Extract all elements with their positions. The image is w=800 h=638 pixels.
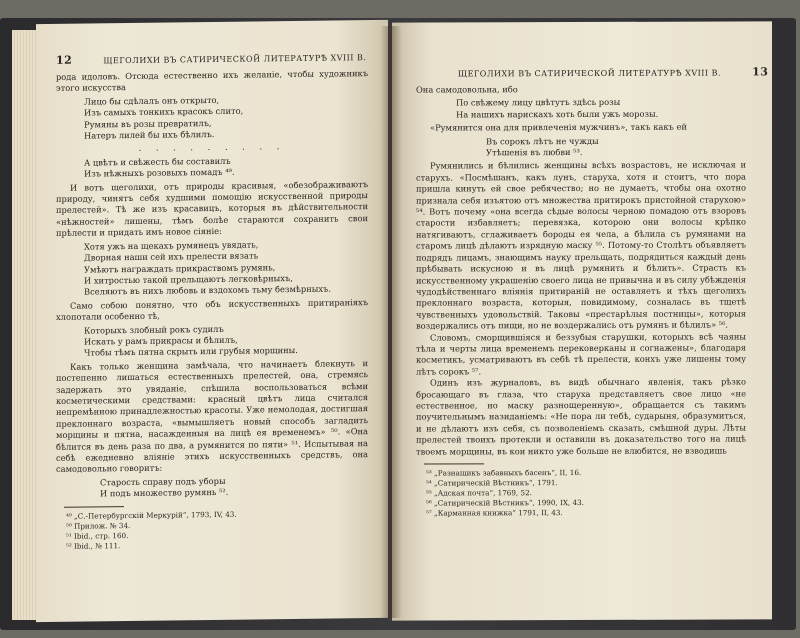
footnote: ⁵² Ibid., № 111.: [66, 540, 121, 551]
verse-line: И хитростью такой прельщаютъ легковѣрныхъ,: [84, 272, 293, 286]
left-body: [56, 68, 368, 551]
paragraph: И вотъ щеголихи, отъ природы красивыя, «обезображиваютъ природу, чинятъ себя худшими помощію искусственной природы прелестей». Тѣ же изъ красавицъ, которыя въ дѣйствительности «нѣжностей» лишены, тѣмъ болѣе стараются сохранить свои прѣлести и придать имъ новое сіяніе:: [56, 178, 368, 239]
verse-line: А цвѣтъ и свѣжесть бы составилъ: [84, 155, 231, 168]
book-spine-gutter: [380, 26, 402, 618]
right-page: [392, 21, 772, 620]
paragraph: Само собою понятно, что объ искусственныхъ притираніяхъ хлопотали особенно тѣ,: [56, 296, 368, 323]
footnote: ⁵³ „Разнащикъ забавныхъ басенъ“, II, 16.: [426, 468, 582, 478]
verse-line: Лицо бы сдѣлалъ онъ открыто,: [84, 94, 220, 107]
verse-line: Старость справу подъ уборы: [100, 475, 226, 488]
verse-line: Утѣшенія въ любви ⁵³.: [486, 147, 583, 158]
verse-line: Искать у рамъ прикрасы и бѣлилъ,: [84, 334, 238, 347]
verse-line: И подъ множество румянь ⁵².: [100, 487, 229, 499]
footnote: ⁵⁶ „Сатирическій Вѣстникъ“, 1990, IX, 43.: [426, 497, 584, 508]
verse-line: По свѣжему лицу цвѣтутъ здѣсь розы: [456, 97, 621, 108]
verse-line: На нашихъ нарискахъ хоть были ужъ морозы.: [456, 108, 659, 120]
footnote: ⁵⁴ „Сатирическій Вѣстникъ“, 1791.: [426, 478, 558, 488]
verse-line: Которыхъ злобный рокъ судилъ: [84, 323, 224, 336]
left-header: [56, 50, 366, 67]
verse-line: Чтобы тѣмъ пятна скрыть или грубыя морщины.: [84, 345, 298, 358]
paragraph: рода идоловъ. Отсюда естественно ихъ желаніе, чтобы художникъ этого искусства: [56, 68, 368, 94]
verse-line: Вселяютъ въ нихъ любовь и вздохомъ тьму безмѣрныхъ.: [84, 283, 331, 297]
footnote-rule: [424, 463, 484, 464]
footnote: ⁴⁹ „С.-Петербургскій Меркурій“, 1793, IV, 43.: [66, 509, 237, 521]
right-header: [458, 65, 768, 79]
paragraph: Румянились и бѣлились женщины всѣхъ возрастовъ, не исключая и старухъ. «Посмѣшанъ, какъ лунъ, старуха, хотя и стоитъ, что пора пришла кинуть ей свое ребячество; но не думаетъ, чтобы она охотно признала себя изъятою отъ множества притирокъ пристойной старухою» ⁵⁴. Вотъ почему «она всегда сѣдые волосы черною помадою отъ взоровъ старости избавляетъ; перевязка, которою они волосы крѣпко натягиваютъ, сглаживаетъ бороды ея чела, а бѣлила съ румянами на старомъ лицѣ дѣлаютъ изрядную маску ⁵⁵. Потому-то Столѣтъ объявляетъ подрядъ лицамъ, знающимъ науку прельщать, подрядиться каждый день прѣбывать искусною и въ лицѣ румянить и бѣлить». Страсть къ искусственному украшенію своего лица не привычна и въ силу убѣжденія чудодѣйственнаго вліянія притираній не оставляетъ и тѣхъ щеголихъ преклоннаго возраста, которыя, повидимому, созналась въ тщетѣ чувственныхъ удовольствій. Таковы «престарѣлыя постницы», которыя воздержались отъ пищи, но не воздержались отъ румянъ и бѣлилъ» ⁵⁶.: [416, 159, 746, 331]
ellipsis-dots: . . . . . . . . .: [138, 141, 286, 154]
verse-line: Дворная наши сей ихъ прелести вязать: [84, 250, 259, 263]
verse: [456, 97, 746, 121]
verse-line: Въ сорокъ лѣтъ не чужды: [486, 135, 599, 146]
paragraph: Она самодовольна, ибо: [416, 84, 518, 95]
verse-line: Изъ самыхъ тонкихъ красокъ слито,: [84, 105, 244, 118]
verse-line: Румяны въ розы превратилъ,: [84, 117, 212, 130]
verse: [84, 154, 368, 180]
right-body: [416, 83, 746, 518]
footnotes: [56, 508, 368, 552]
left-page-number: 12: [56, 53, 73, 67]
footnote: ⁵⁷ „Карманная книжка“ 1791, II, 43.: [426, 508, 563, 518]
left-running-head: ЩЕГОЛИХИ ВЪ САТИРИЧЕСКОЙ ЛИТЕРАТУРѢ XVIII В.: [103, 53, 367, 66]
verse: [84, 93, 368, 142]
verse: [486, 135, 746, 159]
verse-line: Хотя ужъ на щекахъ румянецъ увядать,: [84, 239, 259, 252]
footnote: ⁵⁰ Прилож. № 34.: [66, 520, 131, 531]
verse-line: Изъ нѣжныхъ розовыхъ помадъ ⁴⁹.: [84, 166, 235, 179]
footnotes: [416, 467, 746, 518]
verse-line: Умѣютъ награждать прикраствомъ румянь,: [84, 261, 276, 275]
paragraph: Одинъ изъ журналовъ, въ видѣ обычнаго явленія, такъ рѣзко бросающаго въ глаза, что старуха представляетъ свое лицо «не естественное, но маску разнощеренную», обращается съ такимъ поучительнымъ назиданіемъ: «Не пора ли тебѣ, сударыня, образумиться, и не дѣлаютъ изъ себя, съ позволеніемъ сказать, смѣшной дуры. Лѣты прелестей твоихъ протекли и оставили въ доказательство того на лицѣ твоемъ морщины, въ кои никто уже больше не влюбится, не взводишь: [416, 376, 746, 457]
footnote: ⁵⁵ „Адская почта“, 1769, 52.: [426, 488, 532, 498]
footnote: ⁵¹ Ibid., стр. 160.: [66, 530, 129, 541]
paragraph: Какъ только женщина замѣчала, что начинаетъ блекнуть и постепенно лишаться естественныхъ прелестей, она, стремясь задержать это увяданіе, спѣшила воспользоваться всѣми косметическими средствами: красный цвѣтъ лица считался непремѣнною принадлежностью красоты. Уже немолодая, достигшая преклоннаго возраста, «вымышляетъ новый способъ загладить морщины и пятна, насажденныя на лицѣ ея временемъ» ⁵⁰. «Она бѣлится въ день раза по два, а румянится по пяти» ⁵¹. Испытывая на себѣ ежедневно вліяніе этихъ искусственныхъ средствъ, она самодовольно говоритъ:: [56, 357, 368, 475]
left-page: [36, 20, 388, 622]
footnote-rule: [64, 506, 124, 508]
right-running-head: ЩЕГОЛИХИ ВЪ САТИРИЧЕСКОЙ ЛИТЕРАТУРѢ XVIII В.: [458, 68, 722, 79]
paragraph: «Румянится она для привлеченія мужчинъ», такъ какъ ей: [430, 121, 687, 133]
verse: [100, 474, 368, 500]
verse: [84, 322, 368, 360]
verse: [84, 238, 368, 299]
paragraph: Словомъ, сморщившіяся и беззубыя старушки, которыхъ всѣ чаяны тѣла и черты лица временемъ перековерканы и согнажены», благодаря косметикъ, усматриваютъ въ себѣ тѣ прелести, конхъ уже лишены тому лѣтъ сорокъ ⁵⁷.: [416, 330, 746, 377]
right-page-number: 13: [752, 65, 769, 79]
verse-line: Натеръ лилей бы ихъ бѣлилъ.: [84, 129, 215, 141]
